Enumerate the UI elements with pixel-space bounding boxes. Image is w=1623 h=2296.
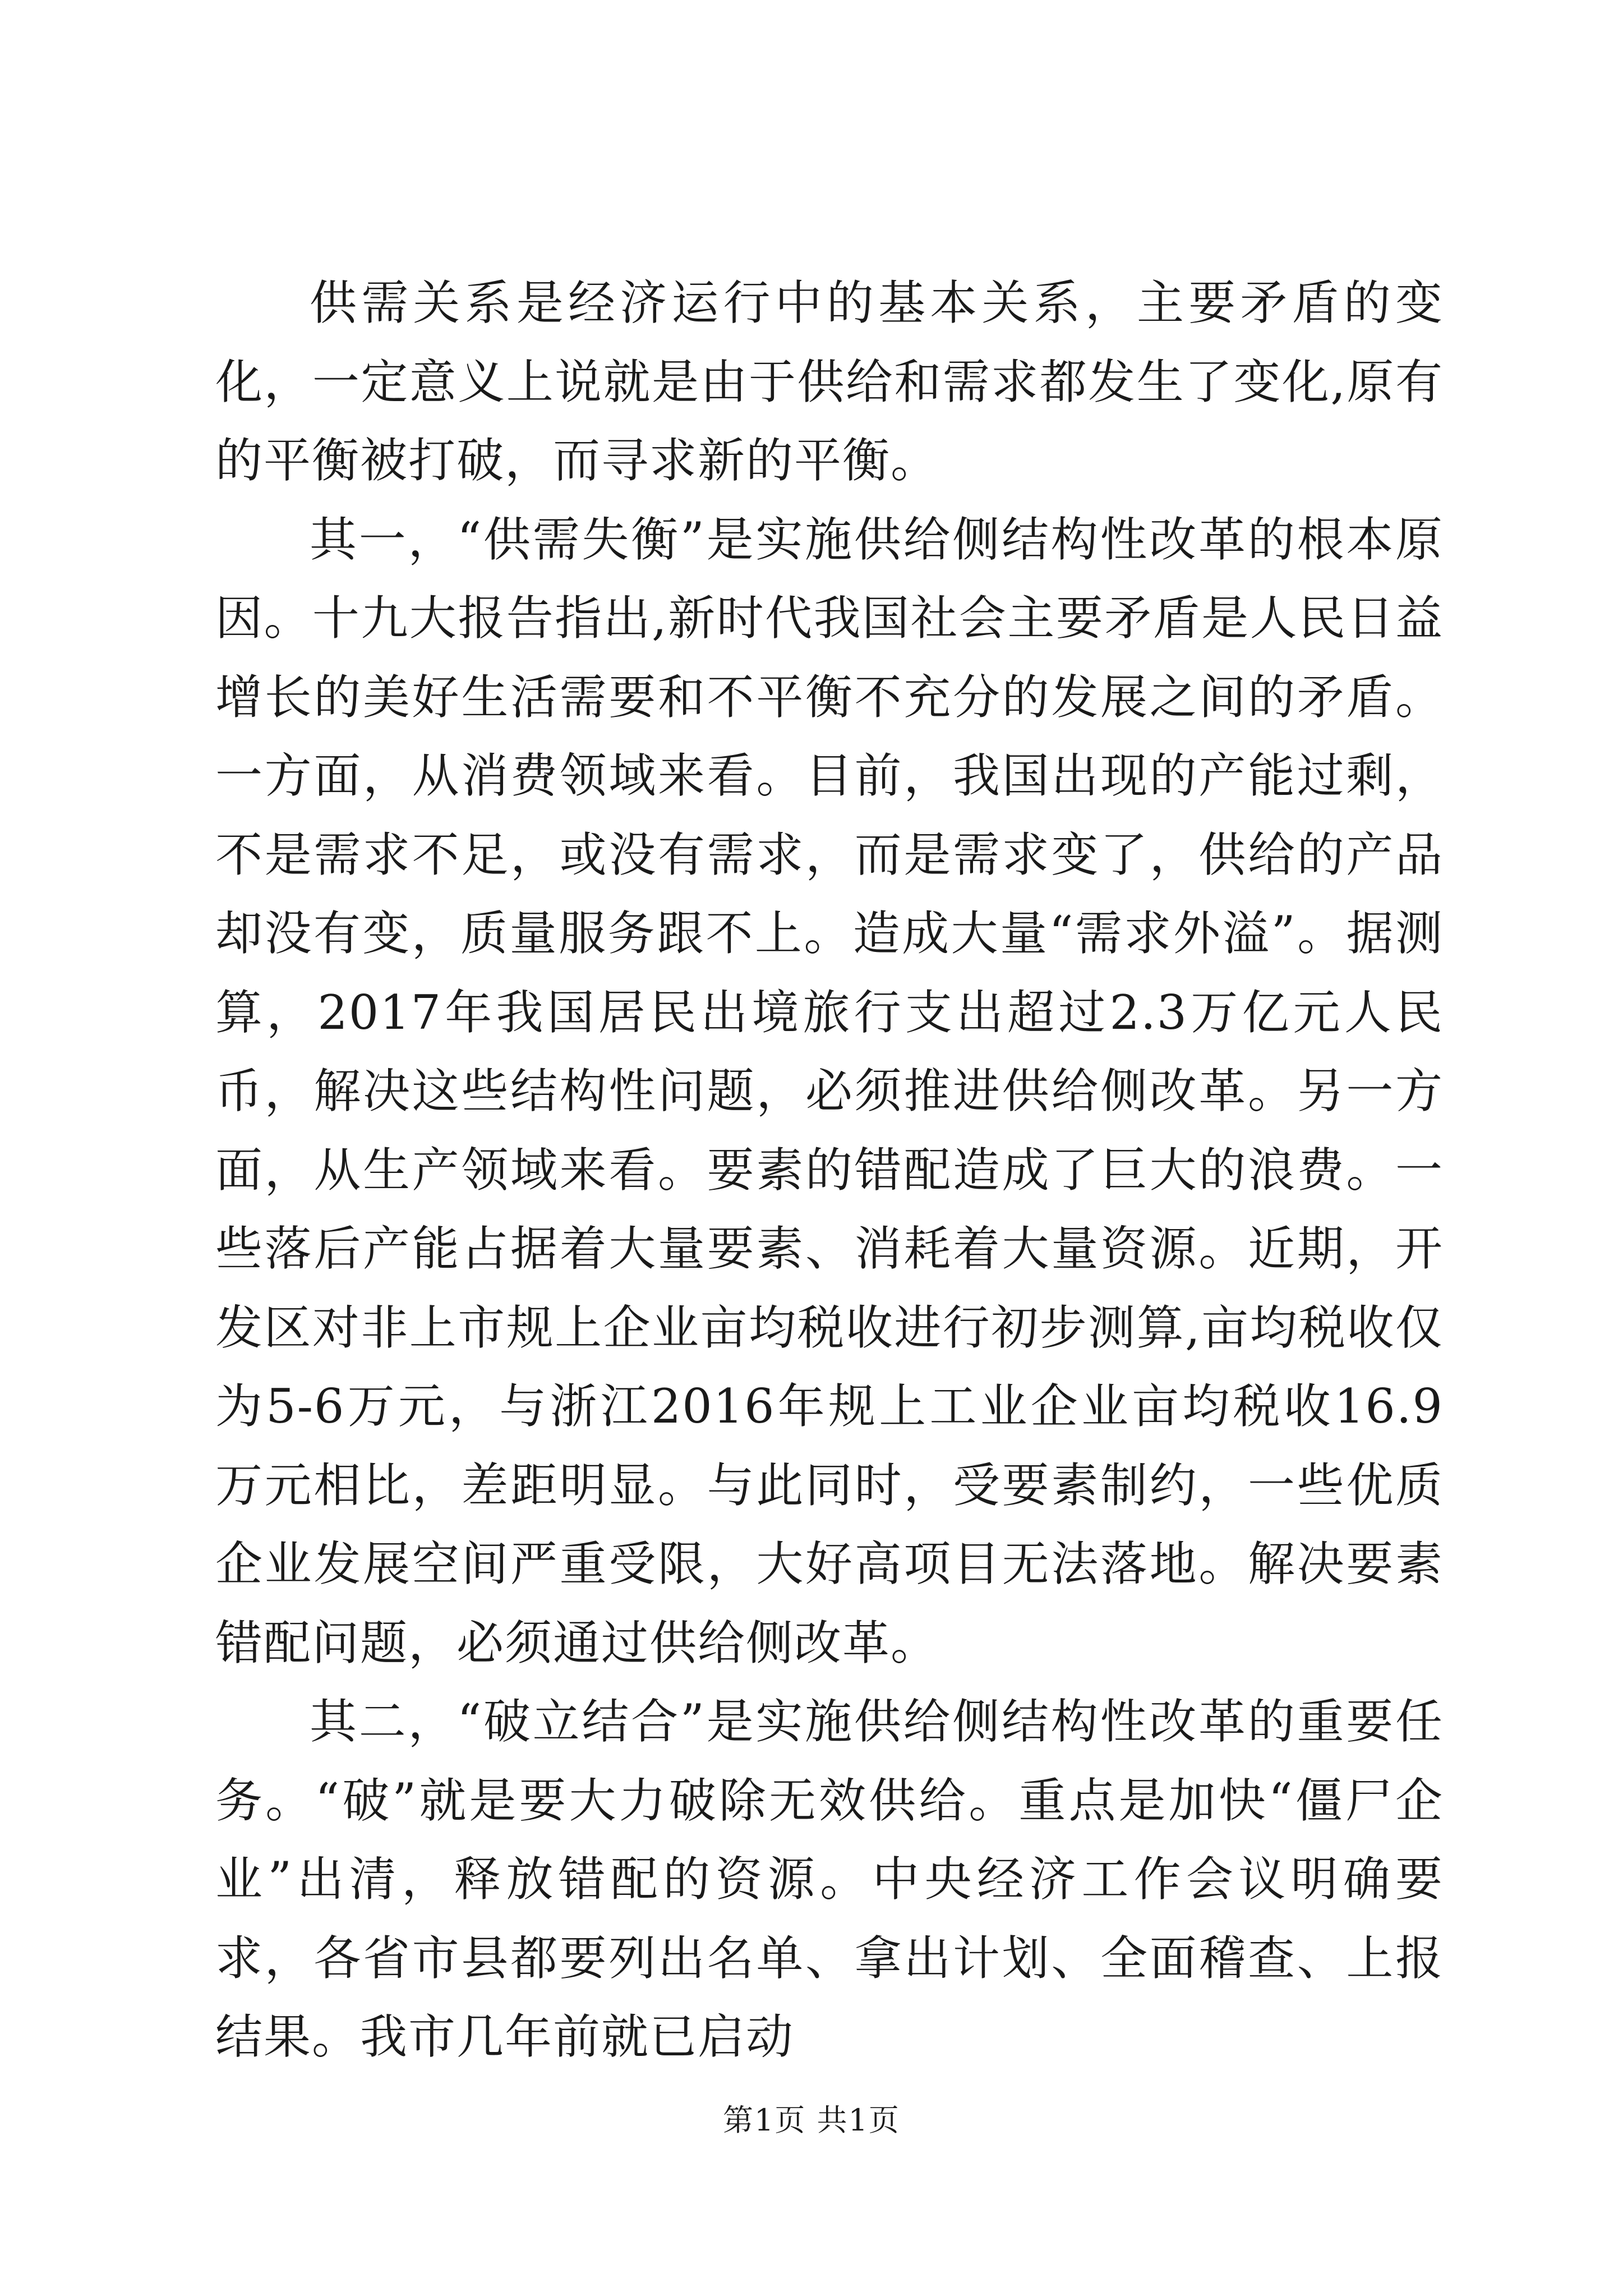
page-number-label: 第1页 共1页	[723, 2102, 900, 2138]
paragraph-second-point: 其二，“破立结合”是实施供给侧结构性改革的重要任务。“破”就是要大力破除无效供给。重点是加快“僵尸企业”出清，释放错配的资源。中央经济工作会议明确要求，各省市县都要列出名单、拿出计划、全面稽查、上报结果。我市几年前就已启动	[215, 1694, 1444, 2064]
paragraph-first-point: 其一，“供需失衡”是实施供给侧结构性改革的根本原因。十九大报告指出,新时代我国社会主要矛盾是人民日益增长的美好生活需要和不平衡不充分的发展之间的矛盾。一方面，从消费领域来看。目前，我国出现的产能过剩，不是需求不足，或没有需求，而是需求变了，供给的产品却没有变，质量服务跟不上。造成大量“需求外溢”。据测算，2017年我国居民出境旅行支出超过2.3万亿元人民币，解决这些结构性问题，必须推进供给侧改革。另一方面，从生产领域来看。要素的错配造成了巨大的浪费。一些落后产能占据着大量要素、消耗着大量资源。近期，开发区对非上市规上企业亩均税收进行初步测算,亩均税收仅为5-6万元，与浙江2016年规上工业企业亩均税收16.9万元相比，差距明显。与此同时，受要素制约，一些优质企业发展空间严重受限，大好高项目无法落地。解决要素错配问题，必须通过供给侧改革。	[215, 512, 1444, 1671]
document-body	[215, 264, 1444, 2077]
page-footer	[0, 2101, 1623, 2140]
paragraph-supply-demand: 供需关系是经济运行中的基本关系，主要矛盾的变化，一定意义上说就是由于供给和需求都发生了变化,原有的平衡被打破，而寻求新的平衡。	[215, 275, 1444, 488]
